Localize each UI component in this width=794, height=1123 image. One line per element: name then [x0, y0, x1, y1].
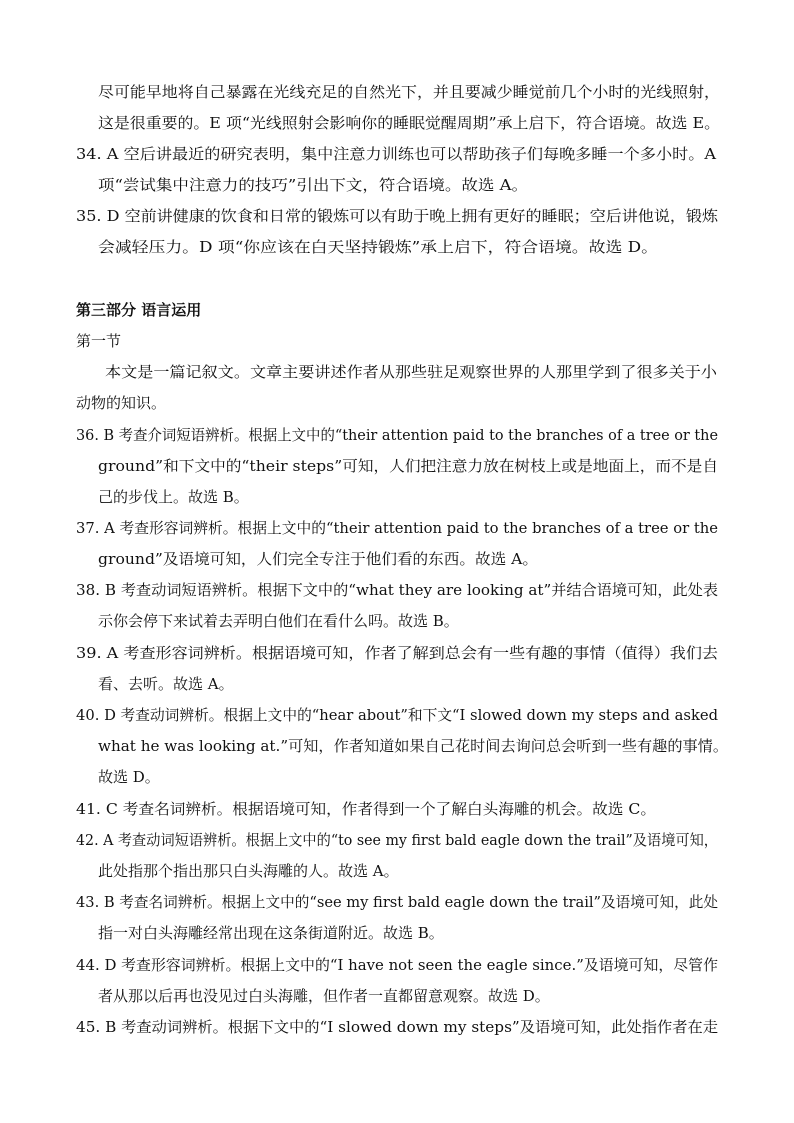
answer-45: 45. B 考查动词辨析。根据下文中的“I slowed down my steps”及语境可知，此处指作者在走	[76, 1018, 718, 1036]
text-line: what he was looking at.”可知，作者知道如果自己花时间去询问总会听到一些有趣的事情。	[98, 737, 728, 755]
text-line: 这是很重要的。E 项“光线照射会影响你的睡眠觉醒周期”承上启下，符合语境。故选 E。	[98, 114, 720, 132]
text-line: 看、去听。故选 A。	[98, 675, 234, 693]
answer-40: 40. D 考查动词辨析。根据上文中的“hear about”和下文“I slowed down my steps and asked	[76, 706, 718, 724]
text-line: 示你会停下来试着去弄明白他们在看什么吗。故选 B。	[98, 612, 459, 630]
section-heading: 第三部分 语言运用	[76, 301, 202, 319]
text-line: 此处指那个指出那只白头海雕的人。故选 A。	[98, 862, 399, 880]
text-line: 己的步伐上。故选 B。	[98, 488, 249, 506]
answer-38: 38. B 考查动词短语辨析。根据下文中的“what they are looking at”并结合语境可知，此处表	[76, 581, 718, 599]
text-line: 动物的知识。	[76, 394, 167, 412]
answer-34: 34. A 空后讲最近的研究表明，集中注意力训练也可以帮助孩子们每晚多睡一个多小时。A	[76, 145, 716, 163]
answer-35: 35. D 空前讲健康的饮食和日常的锻炼可以有助于晚上拥有更好的睡眠；空后讲他说，锻炼	[76, 207, 718, 225]
text-line: 者从那以后再也没见过白头海雕，但作者一直都留意观察。故选 D。	[98, 987, 550, 1005]
text-line: 会减轻压力。D 项“你应该在白天坚持锻炼”承上启下，符合语境。故选 D。	[98, 238, 658, 256]
summary-paragraph: 本文是一篇记叙文。文章主要讲述作者从那些驻足观察世界的人那里学到了很多关于小	[105, 363, 717, 381]
text-line: 项“尝试集中注意力的技巧”引出下文，符合语境。故选 A。	[98, 176, 528, 194]
answer-36: 36. B 考查介词短语辨析。根据上文中的“their attention paid to the branches of a tree or the	[76, 426, 718, 444]
answer-41: 41. C 考查名词辨析。根据语境可知，作者得到一个了解白头海雕的机会。故选 C。	[76, 800, 656, 818]
text-line: 故选 D。	[98, 768, 160, 786]
answer-43: 43. B 考查名词辨析。根据上文中的“see my first bald eagle down the trail”及语境可知，此处	[76, 893, 718, 911]
subsection-heading: 第一节	[76, 332, 122, 350]
text-line: ground”和下文中的“their steps”可知，人们把注意力放在树枝上或是地面上，而不是自	[98, 457, 718, 475]
answer-42: 42. A 考查动词短语辨析。根据上文中的“to see my first bald eagle down the trail”及语境可知，	[76, 831, 718, 849]
text-line: 尽可能早地将自己暴露在光线充足的自然光下，并且要减少睡觉前几个小时的光线照射，	[98, 83, 720, 101]
answer-39: 39. A 考查形容词辨析。根据语境可知，作者了解到总会有一些有趣的事情（值得）我们去	[76, 644, 718, 662]
text-line: ground”及语境可知，人们完全专注于他们看的东西。故选 A。	[98, 550, 538, 568]
answer-44: 44. D 考查形容词辨析。根据上文中的“I have not seen the eagle since.”及语境可知，尽管作	[76, 956, 718, 974]
text-line: 指一对白头海雕经常出现在这条街道附近。故选 B。	[98, 924, 444, 942]
answer-37: 37. A 考查形容词辨析。根据上文中的“their attention paid to the branches of a tree or the	[76, 519, 718, 537]
